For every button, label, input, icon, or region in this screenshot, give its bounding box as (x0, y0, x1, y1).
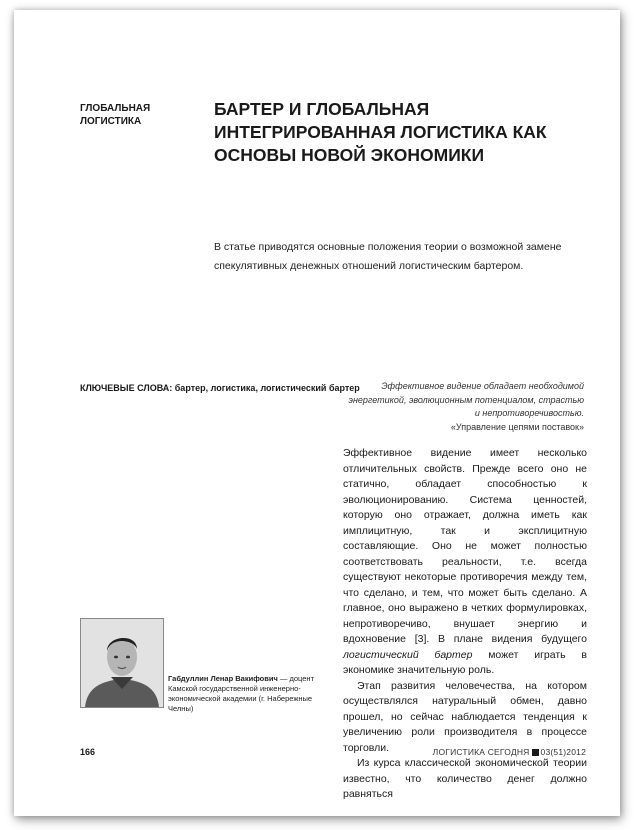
epigraph-text: Эффективное видение обладает необходимой энергетикой, эволюционным потенциалом, страстью и непротиворечивостью. (348, 381, 584, 418)
section-rubric: ГЛОБАЛЬНАЯ ЛОГИСТИКА (80, 103, 151, 127)
body-text-span: Эффективное видение имеет несколько отличительных свойств. Прежде всего оно не статично, обладает способностью к эволюционированию. Система ценностей, которую оно отражает, должна иметь как имплицитную, так и эксплицитную составляющие. Оно не может полностью соответствовать реальности, т.е. всегда существуют некоторые противоречия между тем, что сделано, и тем, что может быть сделано. А главное, оно выражено в четких формулировках, непротиворечиво, внушает энергию и вдохновение [3]. В плане видения будущего (343, 447, 587, 645)
journal-name: ЛОГИСТИКА СЕГОДНЯ (432, 747, 530, 757)
article-title: БАРТЕР И ГЛОБАЛЬНАЯ ИНТЕГРИРОВАННАЯ ЛОГИСТИКА КАК ОСНОВЫ НОВОЙ ЭКОНОМИКИ (214, 99, 547, 165)
author-caption (168, 674, 328, 714)
journal-footer (433, 747, 586, 757)
epigraph-source: «Управление цепями поставок» (450, 421, 584, 432)
body-paragraph: Из курса классической экономической теории известно, что количество денег должно равняться (343, 757, 587, 800)
article-abstract: В статье приводятся основные положения теории о возможной замене спекулятивных денежных отношений логистическим бартером. (214, 241, 562, 272)
keywords: КЛЮЧЕВЫЕ СЛОВА: бартер, логистика, логистический бартер (80, 383, 360, 393)
journal-issue: 03(51)2012 (540, 747, 586, 757)
author-portrait-icon (81, 619, 163, 707)
author-name: Габдуллин Ленар Вакифович (168, 674, 278, 683)
page-number: 166 (80, 747, 96, 757)
author-details: — доцент Камской государственной инженерно-экономической академии (г. Набережные Челны) (168, 674, 315, 713)
epigraph (344, 380, 584, 434)
square-icon (532, 749, 539, 756)
journal-page (14, 10, 620, 816)
body-paragraph: Этап развития человечества, на котором осуществлялся натуральный обмен, давно прошел, но сейчас наблюдается тенденция к увеличению роли производителя в процессе торговли. (343, 679, 587, 754)
body-text-span: может играть в экономике значительную роль. (343, 648, 587, 676)
body-emphasis: логистический бартер (343, 648, 473, 661)
author-photo (80, 618, 164, 708)
body-paragraph (343, 446, 587, 679)
